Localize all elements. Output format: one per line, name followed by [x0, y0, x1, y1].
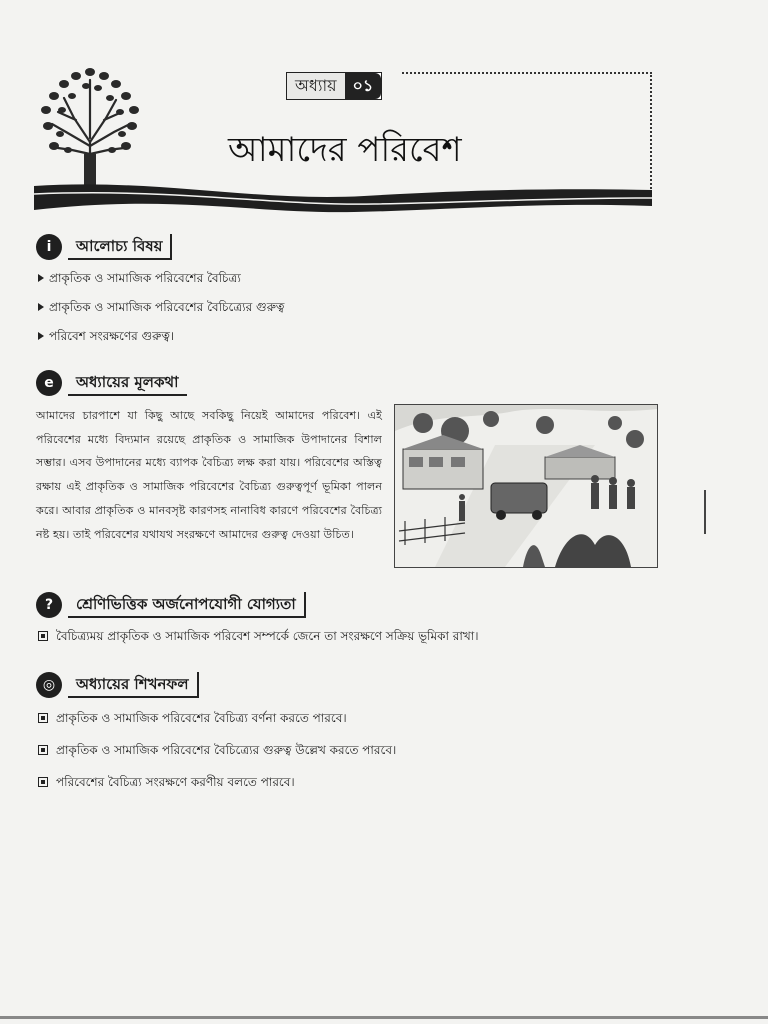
village-illustration [394, 404, 658, 568]
arrow-bullet-icon [38, 332, 44, 340]
list-item: প্রাকৃতিক ও সামাজিক পরিবেশের বৈচিত্র্য বর্ণনা করতে পারবে। [38, 710, 396, 726]
target-icon: ◎ [36, 672, 62, 698]
square-bullet-icon [38, 777, 48, 787]
chapter-label: অধ্যায় [287, 73, 345, 99]
chapter-badge [286, 72, 382, 100]
wave-divider [34, 180, 652, 214]
outcomes-list [38, 710, 396, 803]
essence-icon: e [36, 370, 62, 396]
essence-paragraph: আমাদের চারপাশে যা কিছু আছে সবকিছু নিয়েই আমাদের পরিবেশ। এই পরিবেশের মধ্যে বিদ্যমান রয়েছে প্রাকৃতিক ও সামাজিক উপাদানের বিশাল সম্ভার। এসব উপাদানের মধ্যে ব্যাপক বৈচিত্র্য লক্ষ করা যায়। পরিবেশের অস্তিত্ব রক্ষায় এই প্রাকৃতিক ও সামাজিক পরিবেশের বৈচিত্র্য গুরুত্বপূর্ণ ভূমিকা পালন করে। আবার প্রাকৃতিক ও মানবসৃষ্ট কারণসহ নানাবিধ কারণে পরিবেশের বৈচিত্র্য নষ্ট হয়। তাই পরিবেশের যথাযথ সংরক্ষণে আমাদের গুরুত্ব দেওয়া উচিত। [36, 409, 382, 541]
question-icon: ? [36, 592, 62, 618]
square-bullet-icon [38, 631, 48, 641]
essence-heading-text: অধ্যায়ের মূলকথা [68, 370, 187, 396]
square-bullet-icon [38, 713, 48, 723]
arrow-bullet-icon [38, 303, 44, 311]
list-item: প্রাকৃতিক ও সামাজিক পরিবেশের বৈচিত্র্য [38, 270, 284, 286]
outcomes-heading-text: অধ্যায়ের শিখনফল [68, 672, 199, 698]
list-item: প্রাকৃতিক ও সামাজিক পরিবেশের বৈচিত্র্যের গুরুত্ব উল্লেখ করতে পারবে। [38, 742, 396, 758]
info-icon: i [36, 234, 62, 260]
topics-heading-text: আলোচ্য বিষয় [68, 234, 172, 260]
list-item: প্রাকৃতিক ও সামাজিক পরিবেশের বৈচিত্র্যের গুরুত্ব [38, 299, 284, 315]
outcomes-heading [36, 672, 199, 698]
competency-heading [36, 592, 306, 618]
topics-heading [36, 234, 172, 260]
competency-heading-text: শ্রেণিভিত্তিক অর্জনোপযোগী যোগ্যতা [68, 592, 306, 618]
chapter-number: ০১ [345, 73, 382, 99]
essence-heading [36, 370, 187, 396]
margin-mark [704, 490, 706, 534]
page-bottom-edge [0, 1016, 768, 1019]
square-bullet-icon [38, 745, 48, 755]
list-item: বৈচিত্র্যময় প্রাকৃতিক ও সামাজিক পরিবেশ সম্পর্কে জেনে তা সংরক্ষণে সক্রিয় ভূমিকা রাখা। [38, 628, 479, 644]
list-item: পরিবেশ সংরক্ষণের গুরুত্ব। [38, 328, 284, 344]
list-item: পরিবেশের বৈচিত্র্য সংরক্ষণে করণীয় বলতে পারবে। [38, 774, 396, 790]
topics-list [38, 270, 284, 357]
chapter-title: আমাদের পরিবেশ [228, 130, 462, 170]
competency-list [38, 628, 479, 657]
arrow-bullet-icon [38, 274, 44, 282]
